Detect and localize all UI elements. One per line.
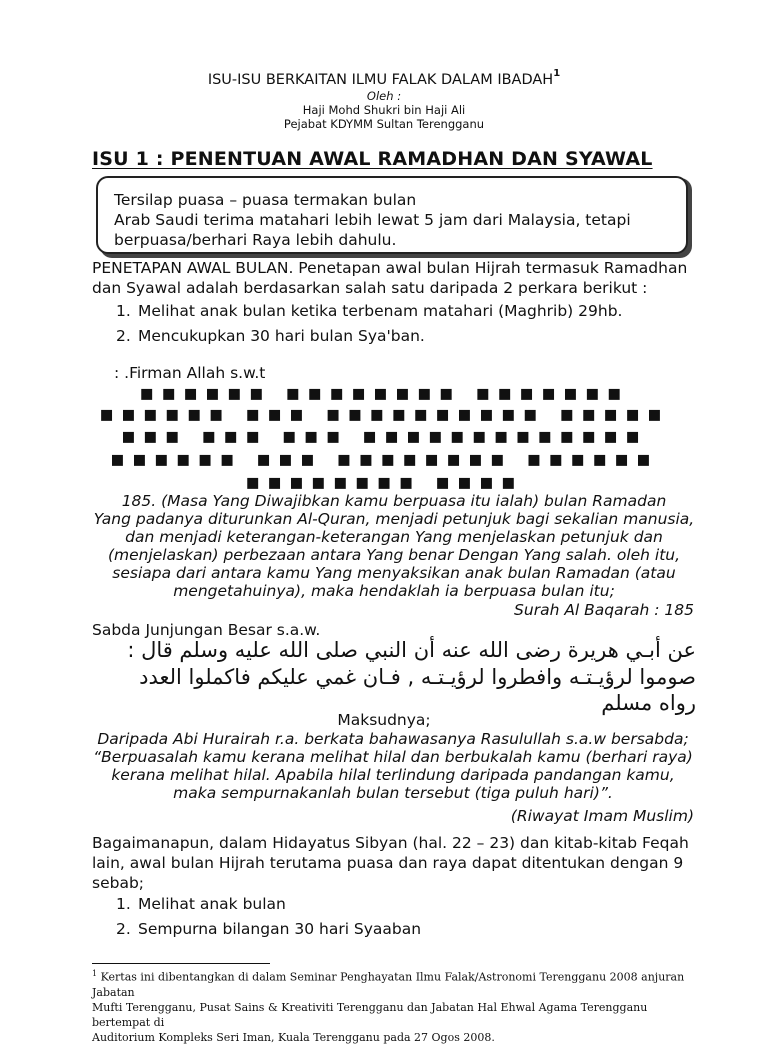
verse-translation xyxy=(90,492,698,600)
translation-line: sesiapa dari antara kamu Yang menyaksikan anak bulan Ramadan (atau xyxy=(112,564,676,582)
list-number: 2. xyxy=(116,920,131,938)
intro-line-2: dan Syawal adalah berdasarkan salah satu daripada 2 perkara berikut : xyxy=(92,279,648,297)
section-heading: ISU 1 : PENENTUAN AWAL RAMADHAN DAN SYAWAL xyxy=(92,148,653,170)
list-number: 1. xyxy=(116,302,131,320)
footnote-mark: 1 xyxy=(92,969,98,978)
title-footnote-mark: 1 xyxy=(553,68,561,79)
hadith-meaning-label: Maksudnya; xyxy=(337,711,431,729)
verse-arabic-row-5: ▪▪▪▪▪▪▪▪ ▪▪▪▪ xyxy=(245,470,523,495)
translation-line: (menjelaskan) perbezaan antara Yang benar Dengan Yang salah. oleh itu, xyxy=(107,546,681,564)
hadith-translation xyxy=(90,730,696,802)
note-box xyxy=(96,176,688,254)
verse-arabic-row-4: ▪▪▪▪▪▪ ▪▪▪ ▪▪▪▪▪▪▪▪ ▪▪▪▪▪▪ xyxy=(110,447,658,472)
hadith-arabic-line-1: عن أبـي هريرة رضى الله عنه أن النبي صلى الله عليه وسلم قال : xyxy=(127,638,696,662)
closing-paragraph xyxy=(92,833,702,893)
list-text: Mencukupkan 30 hari bulan Sya'ban. xyxy=(138,327,425,345)
byline-label: Oleh : xyxy=(366,89,402,103)
hadith-source: (Riwayat Imam Muslim) xyxy=(510,807,694,825)
author-office: Pejabat KDYMM Sultan Terengganu xyxy=(283,117,485,131)
hadith-arabic-line-3: رواه مسلم xyxy=(601,691,696,715)
note-line-3: berpuasa/berhari Raya lebih dahulu. xyxy=(114,231,397,249)
translation-line: maka sempurnakanlah bulan tersebut (tiga puluh hari)”. xyxy=(173,784,613,802)
translation-line: kerana melihat hilal. Apabila hilal terlindung daripada pandangan kamu, xyxy=(111,766,675,784)
footnote xyxy=(92,966,692,1045)
intro-paragraph xyxy=(92,258,702,298)
verse-arabic-row-3: ▪▪▪ ▪▪▪ ▪▪▪ ▪▪▪▪▪▪▪▪▪▪▪▪▪ xyxy=(120,424,647,449)
cause-item-1 xyxy=(0,895,768,915)
cause-item-2 xyxy=(0,920,768,940)
hadith-intro: Sabda Junjungan Besar s.a.w. xyxy=(92,621,321,639)
verse-arabic-row-2: ▪▪▪▪▪▪ ▪▪▪ ▪▪▪▪▪▪▪▪▪▪ ▪▪▪▪▪ xyxy=(99,402,669,427)
document-title-text: ISU-ISU BERKAITAN ILMU FALAK DALAM IBADAH xyxy=(207,71,554,88)
translation-line: “Berpuasalah kamu kerana melihat hilal dan berbukalah kamu (berhari raya) xyxy=(93,748,693,766)
list-text: Sempurna bilangan 30 hari Syaaban xyxy=(138,920,422,938)
list-text: Melihat anak bulan xyxy=(138,895,286,913)
method-item-1 xyxy=(0,302,768,322)
footnote-line-3: Auditorium Kompleks Seri Iman, Kuala Terengganu pada 27 Ogos 2008. xyxy=(92,1030,495,1044)
translation-line: mengetahuinya), maka hendaklah ia berpuasa bulan itu; xyxy=(173,582,615,600)
list-text: Melihat anak bulan ketika terbenam matahari (Maghrib) 29hb. xyxy=(138,302,623,320)
closing-line: Bagaimanapun, dalam Hidayatus Sibyan (hal. 22 – 23) dan kitab-kitab Feqah xyxy=(92,834,689,852)
list-number: 1. xyxy=(116,895,131,913)
translation-line: 185. (Masa Yang Diwajibkan kamu berpuasa itu ialah) bulan Ramadan xyxy=(121,492,667,510)
note-line-2: Arab Saudi terima matahari lebih lewat 5 jam dari Malaysia, tetapi xyxy=(114,211,631,229)
verse-intro: : .Firman Allah s.w.t xyxy=(114,364,266,382)
intro-line-1: PENETAPAN AWAL BULAN. Penetapan awal bulan Hijrah termasuk Ramadhan xyxy=(92,259,688,277)
verse-arabic-row-1: ▪▪▪▪▪▪ ▪▪▪▪▪▪▪▪ ▪▪▪▪▪▪▪ xyxy=(139,381,629,406)
translation-line: dan menjadi keterangan-keterangan Yang menjelaskan petunjuk dan xyxy=(125,528,663,546)
author-name: Haji Mohd Shukri bin Haji Ali xyxy=(302,103,466,117)
hadith-arabic-line-2: صوموا لرؤيـتـه وافطروا لرؤيـتـه , فـان غمي عليكم فاكملوا العدد xyxy=(139,665,696,689)
closing-line: lain, awal bulan Hijrah terutama puasa dan raya dapat ditentukan dengan 9 xyxy=(92,854,684,872)
closing-line: sebab; xyxy=(92,874,145,892)
footnote-separator xyxy=(92,963,270,964)
method-item-2 xyxy=(0,327,768,347)
footnote-line-2: Mufti Terengganu, Pusat Sains & Kreativiti Terengganu dan Jabatan Hal Ehwal Agama Terengganu bertempat di xyxy=(92,1000,648,1029)
translation-line: Yang padanya diturunkan Al-Quran, menjadi petunjuk bagi sekalian manusia, xyxy=(93,510,695,528)
list-number: 2. xyxy=(116,327,131,345)
verse-source: Surah Al Baqarah : 185 xyxy=(514,601,694,619)
translation-line: Daripada Abi Hurairah r.a. berkata bahawasanya Rasulullah s.a.w bersabda; xyxy=(97,730,689,748)
document-title xyxy=(0,70,768,88)
footnote-line-1 xyxy=(92,966,692,1000)
note-line-1: Tersilap puasa – puasa termakan bulan xyxy=(114,191,417,209)
footnote-text: Kertas ini dibentangkan di dalam Seminar Penghayatan Ilmu Falak/Astronomi Terengganu 2008 anjuran Jabatan xyxy=(92,970,685,999)
